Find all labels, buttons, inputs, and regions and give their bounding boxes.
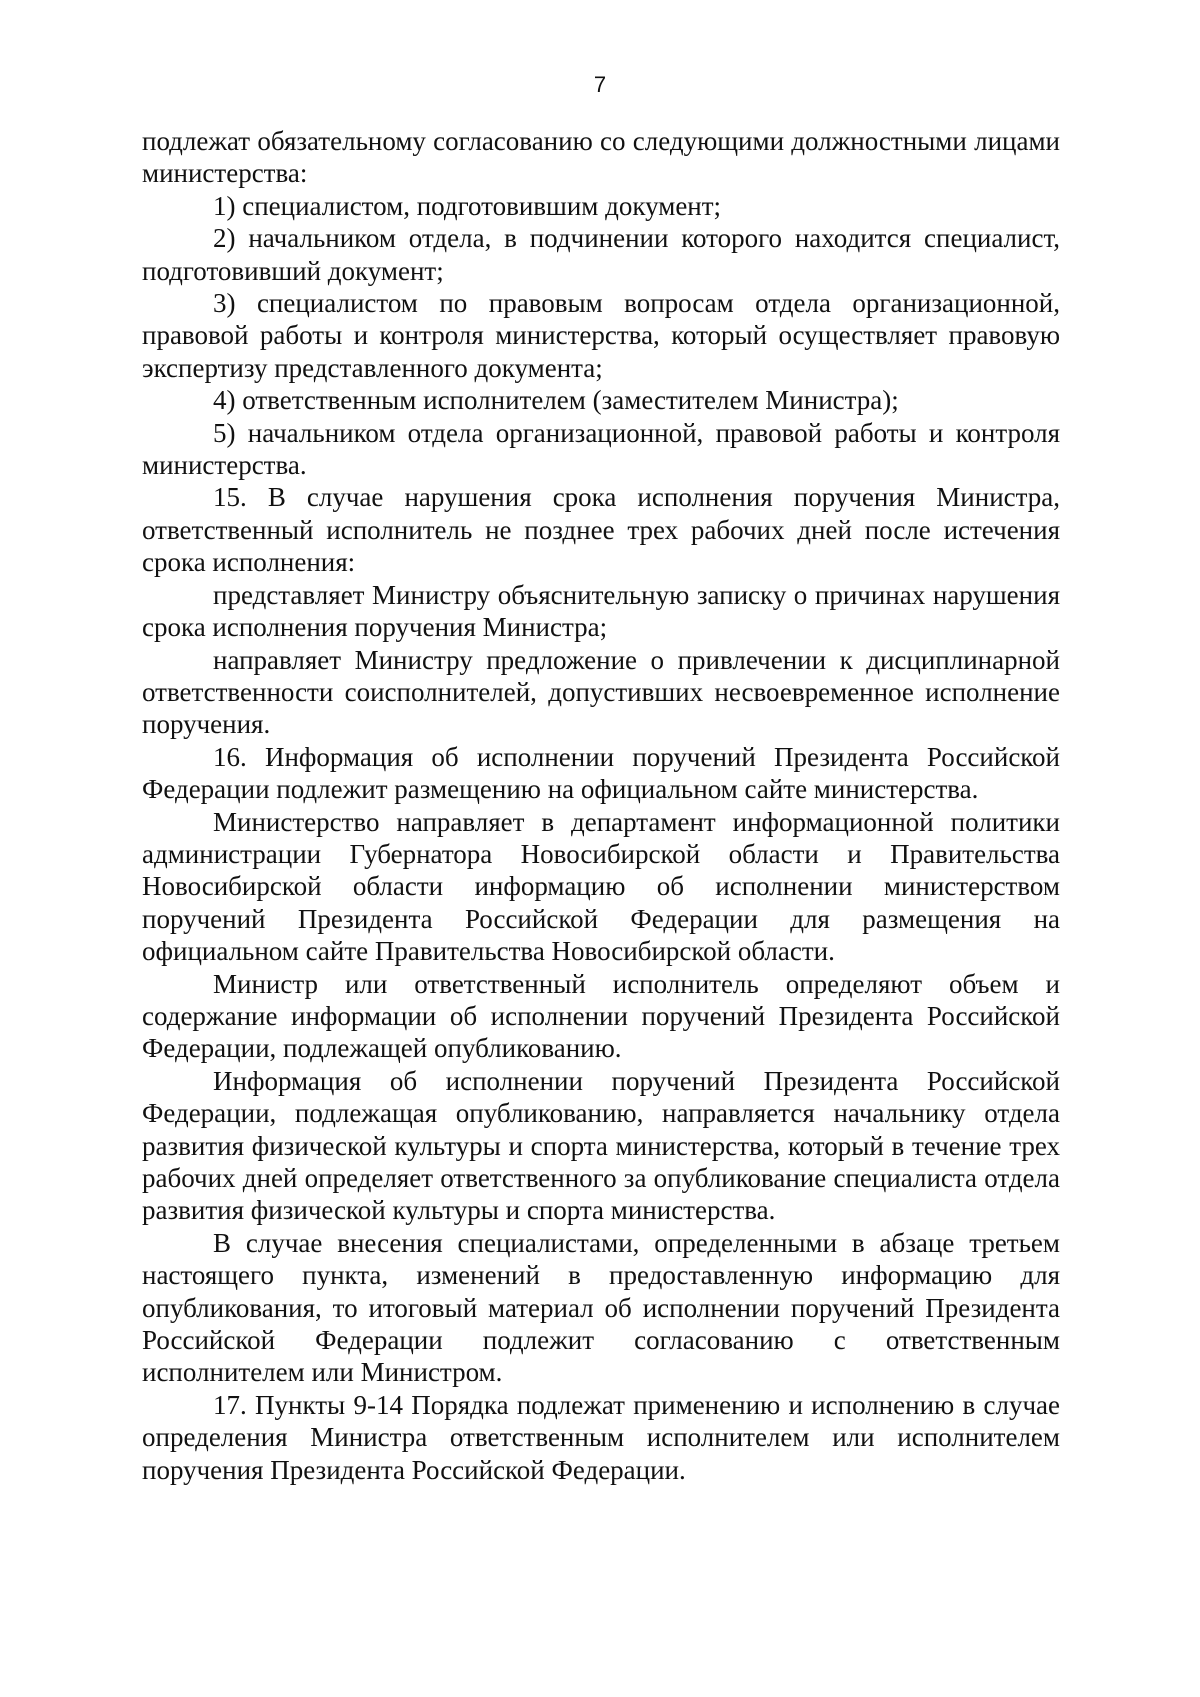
list-item-1: 1) специалистом, подготовившим документ; bbox=[213, 190, 722, 221]
list-item-2: 2) начальником отдела, в подчинении которого находится специалист, подготовивший документ; bbox=[142, 223, 1060, 286]
clause-17: 17. Пункты 9-14 Порядка подлежат применению и исполнению в случае определения Министра ответственным исполнителем или исполнителем поручения Президента Российской Федерации. bbox=[142, 1389, 1060, 1485]
paragraph: В случае внесения специалистами, определенными в абзаце третьем настоящего пункта, изменений в предоставленную информацию для опубликования, то итоговый материал об исполнении поручений Президента Российской Федерации подлежит согласованию с ответственным исполнителем или Министром. bbox=[142, 1227, 1060, 1388]
clause-15: 15. В случае нарушения срока исполнения поручения Министра, ответственный исполнитель не позднее трех рабочих дней после истечения срока исполнения: bbox=[142, 482, 1060, 578]
list-item-3: 3) специалистом по правовым вопросам отдела организационной, правовой работы и контроля министерства, который осуществляет правовую экспертизу представленного документа; bbox=[142, 288, 1060, 383]
paragraph: подлежат обязательному согласованию со следующими должностными лицами министерства: bbox=[142, 126, 1060, 189]
paragraph: представляет Министру объяснительную записку о причинах нарушения срока исполнения поручения Министра; bbox=[142, 579, 1060, 643]
paragraph: направляет Министру предложение о привлечении к дисциплинарной ответственности соисполнителей, допустивших несвоевременное исполнение поручения. bbox=[142, 644, 1060, 740]
page-number: 7 bbox=[593, 72, 607, 97]
paragraph: Министерство направляет в департамент информационной политики администрации Губернатора Новосибирской области и Правительства Новосибирской области информацию об исполнении министерством поручений Президента Российской Федерации для размещения на официальном сайте Правительства Новосибирской области. bbox=[142, 806, 1060, 967]
clause-16: 16. Информация об исполнении поручений Президента Российской Федерации подлежит размещению на официальном сайте министерства. bbox=[142, 741, 1060, 805]
paragraph: Министр или ответственный исполнитель определяют объем и содержание информации об исполнении поручений Президента Российской Федерации, подлежащей опубликованию. bbox=[142, 968, 1060, 1064]
document-body bbox=[142, 125, 1060, 1486]
list-item-4: 4) ответственным исполнителем (заместителем Министра); bbox=[213, 385, 899, 416]
paragraph: Информация об исполнении поручений Президента Российской Федерации, подлежащая опубликованию, направляется начальнику отдела развития физической культуры и спорта министерства, который в течение трех рабочих дней определяет ответственного за опубликование специалиста отдела развития физической культуры и спорта министерства. bbox=[142, 1065, 1060, 1226]
list-item-5: 5) начальником отдела организационной, правовой работы и контроля министерства. bbox=[142, 417, 1060, 481]
